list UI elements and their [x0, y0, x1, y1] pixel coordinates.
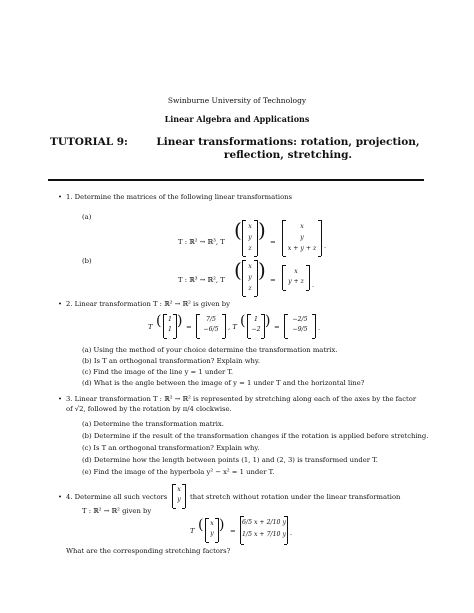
course-title: Linear Algebra and Applications [164, 114, 310, 124]
q1-bullet: • [58, 193, 63, 201]
q1b-equals: = [270, 276, 276, 284]
q1a-out-2: x + y + z [287, 245, 317, 252]
q2-t2-in-0: 1 [254, 316, 258, 323]
q2-t2-equals: = [274, 323, 280, 331]
q1b-map: T : ℝ³ → ℝ², T [178, 276, 225, 284]
q2-t2-in-1: −2 [251, 326, 261, 333]
q2-t1-lparen: ( [156, 313, 162, 329]
q3-item-d: (d) Determine how the length between points (1, 1) and (2, 3) is transformed under T. [82, 456, 378, 464]
q3-bullet: • [58, 395, 63, 403]
q2-t1-out-1: −6/5 [203, 326, 219, 333]
q4-bullet: • [58, 493, 63, 501]
q4-vec-1: y [177, 496, 181, 503]
q1b-input-vector [242, 260, 258, 296]
university-name: Swinburne University of Technology [167, 96, 307, 105]
q4-question: What are the corresponding stretching factors? [66, 547, 231, 555]
q1a-map: T : ℝ² → ℝ³, T [178, 238, 225, 246]
q2-t2-rparen: ) [265, 313, 271, 329]
q2-t1-equals: = [186, 323, 192, 331]
q4-rparen: ) [219, 517, 225, 533]
q4-equals: = [230, 527, 236, 535]
q1b-in-2: z [248, 285, 252, 292]
tutorial-label: TUTORIAL 9: [50, 136, 128, 148]
q4-line2: T : ℝ² → ℝ² given by [82, 507, 152, 515]
q4-vector [172, 484, 186, 508]
q1-text: 1. Determine the matrices of the following linear transformations [66, 193, 293, 201]
q1b-lparen: ( [234, 258, 242, 282]
q4-in-0: x [210, 520, 214, 527]
q1b-label: (b) [82, 257, 92, 265]
q3-item-c: (c) Is T an orthogonal transformation? Explain why. [82, 444, 260, 452]
tutorial-title: Linear transformations: rotation, projection, reflection, stretching. [156, 136, 420, 161]
q2-t2-out-1: −9/5 [292, 326, 308, 333]
q2-period: . [318, 324, 321, 332]
q1b-rparen: ) [258, 258, 266, 282]
q4-lparen: ( [198, 517, 204, 533]
q4-out-0: 6/5 x + 2/10 y [242, 519, 286, 526]
q2-t1-out-0: 7/5 [206, 316, 216, 323]
q2-item-b: (b) Is T an orthogonal transformation? Explain why. [82, 357, 260, 365]
q2-text: 2. Linear transformation T : ℝ² → ℝ² is given by [66, 300, 230, 308]
q3-item-a: (a) Determine the transformation matrix. [82, 420, 224, 428]
header-rule [48, 179, 424, 181]
q2-t1-output [196, 314, 226, 338]
q2-t1: T [148, 323, 153, 331]
q2-item-d: (d) What is the angle between the image of y = 1 under T and the horizontal line? [82, 379, 365, 387]
q3-item-e: (e) Find the image of the hyperbola y² − x² = 1 under T. [82, 468, 275, 476]
q1b-out-1: y + z [288, 278, 304, 285]
q1a-rparen: ) [258, 218, 266, 242]
q2-item-a: (a) Using the method of your choice determine the transformation matrix. [82, 346, 338, 354]
q1b-in-0: x [248, 263, 252, 270]
q3-line2: of √2, followed by the rotation by π/4 clockwise. [66, 405, 232, 413]
q1b-period: . [312, 281, 315, 289]
q1a-out-1: y [300, 234, 304, 241]
q3-line1: 3. Linear transformation T : ℝ² → ℝ² is represented by stretching along each of the axes by the factor [66, 395, 417, 403]
q3-item-b: (b) Determine if the result of the transformation changes if the rotation is applied before stretching. [82, 432, 429, 440]
q4-in-1: y [210, 530, 214, 537]
q1b-output-vector [282, 265, 310, 290]
q1a-lparen: ( [234, 218, 242, 242]
q1a-label: (a) [82, 213, 92, 221]
q1b-in-1: y [248, 274, 252, 281]
q1a-in-0: x [248, 223, 252, 230]
q1a-out-0: x [300, 223, 304, 230]
q1a-in-1: y [248, 234, 252, 241]
q2-t1-input [163, 314, 177, 338]
q2-t2-output [284, 314, 316, 338]
q2-t1-rparen: ) [177, 313, 183, 329]
q4-output-vector [240, 516, 288, 544]
q1b-out-0: x [294, 268, 298, 275]
q4-period: . [290, 529, 293, 537]
q4-t: T [190, 527, 195, 535]
q2-t2-input [247, 314, 265, 338]
q1a-in-2: z [248, 245, 252, 252]
q4-line1-b: that stretch without rotation under the linear transformation [190, 493, 401, 501]
q4-out-1: 1/5 x + 7/10 y [242, 531, 286, 538]
q2-bullet: • [58, 300, 63, 308]
q2-t2: , T [228, 323, 237, 331]
q2-item-c: (c) Find the image of the line y = 1 under T. [82, 368, 234, 376]
q1a-period: . [324, 242, 327, 250]
q2-t1-in-0: 1 [168, 316, 172, 323]
q4-line1-a: 4. Determine all such vectors [66, 493, 168, 501]
q1a-input-vector [242, 220, 258, 256]
q4-vec-0: x [177, 486, 181, 493]
q2-t2-lparen: ( [240, 313, 246, 329]
q2-t1-in-1: 1 [168, 326, 172, 333]
q2-t2-out-0: −2/5 [292, 316, 308, 323]
q1a-equals: = [270, 238, 276, 246]
q1a-output-vector [282, 220, 322, 256]
q4-input-vector [205, 518, 219, 542]
